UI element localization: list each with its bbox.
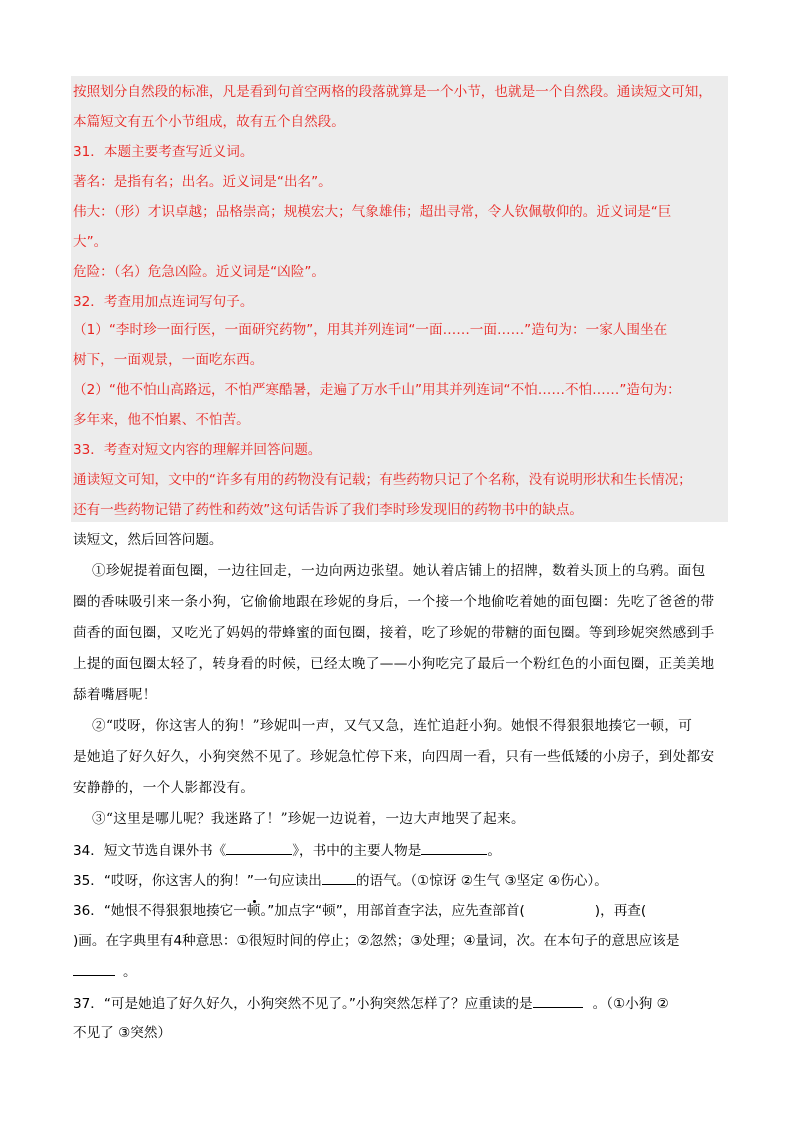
question-36: [73, 901, 646, 921]
answer-blank-tone[interactable]: [322, 870, 356, 885]
question-34: [73, 840, 501, 861]
answer-line: 树下，一面观景，一面吃东西。: [73, 352, 264, 368]
question-text: 34．短文节选自课外书《: [73, 843, 227, 859]
question-37-line2: 不见了 ③突然）: [73, 1025, 172, 1041]
story-line: ③“这里是哪儿呢？我迷路了！”珍妮一边说着，一边大声地哭了起来。: [92, 811, 525, 827]
story-line: 舔着嘴唇呢！: [73, 687, 157, 703]
question-text: 36．“她恨不得狠狠地揍它一: [73, 903, 247, 919]
answer-line: 还有一些药物记错了药性和药效”这句话告诉了我们李时珍发现旧的药物书中的缺点。: [73, 502, 584, 518]
answer-blank-meaning[interactable]: [73, 961, 115, 976]
question-37: [73, 993, 669, 1014]
reading-instruction: 读短文，然后回答问题。: [73, 532, 223, 548]
answer-line: （1）“李时珍一面行医，一面研究药物”，用其并列连词“一面……一面……”造句为：一家人围坐在: [73, 322, 668, 338]
question-36-line3: [73, 961, 137, 982]
question-text: 。”加点字“顿”，用部首查字法，应先查部首(: [260, 903, 525, 919]
answer-line: 按照划分自然段的标准，凡是看到句首空两格的段落就算是一个小节，也就是一个自然段。通读短文可知，: [73, 84, 712, 100]
question-text: 的语气。（①惊讶 ②生气 ③坚定 ④伤心）。: [355, 873, 608, 889]
answer-line: 大”。: [73, 234, 108, 250]
answer-line: 著名：是指有名；出名。近义词是“出名”。: [73, 174, 332, 190]
answer-line: 本篇短文有五个小节组成，故有五个自然段。: [73, 114, 345, 130]
story-line: 上提的面包圈太轻了，转身看的时候，已经太晚了——小狗吃完了最后一个粉红色的小面包圈，正美美地: [73, 656, 715, 672]
question-text: )，再查(: [594, 903, 647, 919]
question-text: 。: [123, 964, 137, 980]
answer-line: 33．考查对短文内容的理解并回答问题。: [73, 442, 322, 458]
answer-line: 伟大：（形）才识卓越；品格崇高；规模宏大；气象雄伟；超出寻常，令人钦佩敬仰的。近义词是“巨: [73, 204, 672, 220]
question-text: 37．“可是她追了好久好久，小狗突然不见了。”小狗突然怎样了？应重读的是: [73, 996, 533, 1012]
story-line: ①珍妮提着面包圈，一边往回走，一边向两边张望。她认着店铺上的招牌，数着头顶上的乌鸦。面包: [92, 563, 706, 579]
answer-line: 危险：（名）危急凶险。近义词是“凶险”。: [73, 264, 325, 280]
story-line: 圈的香味吸引来一条小狗，它偷偷地跟在珍妮的身后，一个接一个地偷吃着她的面包圈：先吃了爸爸的带: [73, 594, 715, 610]
story-line: 茴香的面包圈，又吃光了妈妈的带蜂蜜的面包圈，接着，吃了珍妮的带糖的面包圈。等到珍妮突然感到手: [73, 625, 715, 641]
answer-blank-character[interactable]: [421, 840, 487, 855]
story-line: ②“哎呀，你这害人的狗！”珍妮叫一声，又气又急，连忙追赶小狗。她恨不得狠狠地揍它一顿，可: [92, 718, 693, 734]
answer-line: 32．考查用加点连词写句子。: [73, 294, 254, 310]
question-text: 》，书中的主要人物是: [292, 843, 422, 859]
story-line: 是她追了好久好久，小狗突然不见了。珍妮急忙停下来，向四周一看，只有一些低矮的小房子，到处都安: [73, 749, 715, 765]
question-text: 。: [487, 843, 501, 859]
answer-line: （2）“他不怕山高路远，不怕严寒酷暑，走遍了万水千山”用其并列连词“不怕……不怕……”造句为：: [73, 382, 681, 398]
question-36-line2: )画。在字典里有4种意思：①很短时间的停止；②忽然；③处理；④量词，次。在本句子的意思应该是: [73, 933, 680, 949]
question-35: [73, 870, 608, 891]
answer-line: 31．本题主要考查写近义词。: [73, 144, 254, 160]
answer-line: 多年来，他不怕累、不怕苦。: [73, 412, 250, 428]
question-text: 35．“哎呀，你这害人的狗！”一句应读出: [73, 873, 322, 889]
story-line: 安静静的，一个人影都没有。: [73, 780, 255, 796]
answer-line: 通读短文可知，文中的“许多有用的药物没有记载；有些药物只记了个名称，没有说明形状和生长情况；: [73, 472, 692, 488]
answer-blank-stress[interactable]: [533, 993, 583, 1008]
answer-blank-book[interactable]: [226, 840, 292, 855]
question-text: 。（①小狗 ②: [592, 996, 669, 1012]
emphasis-dot-char: 顿: [246, 903, 261, 919]
